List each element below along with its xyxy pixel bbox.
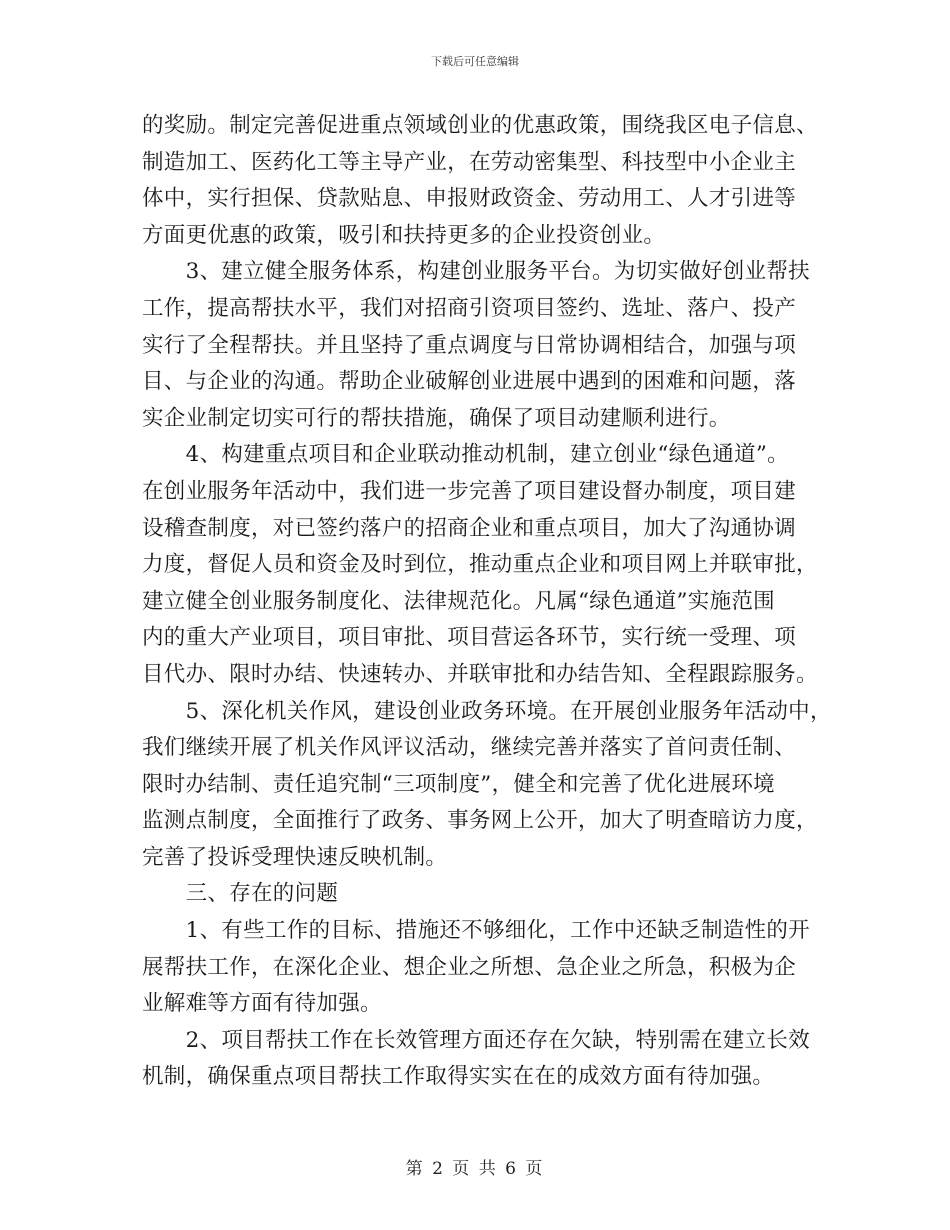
text-line: 目代办、限时办结、快速转办、并联审批和办结告知、全程跟踪服务。 xyxy=(142,661,818,687)
section-heading: 三、存在的问题 xyxy=(142,881,339,907)
text-line: 机制，确保重点项目帮扶工作取得实实在在的成效方面有待加强。 xyxy=(142,1064,775,1090)
text-line: 的奖励。制定完善促进重点领域创业的优惠政策，围绕我区电子信息、 xyxy=(142,113,818,138)
text-line: 力度，督促人员和资金及时到位，推动重点企业和项目网上并联审批， xyxy=(142,552,818,578)
text-line: 监测点制度，全面推行了政务、事务网上公开，加大了明查暗访力度， xyxy=(142,808,818,834)
text-line: 设稽查制度，对已签约落户的招商企业和重点项目，加大了沟通协调 xyxy=(142,515,797,541)
text-line: 展帮扶工作，在深化企业、想企业之所想、急企业之所急，积极为企 xyxy=(142,954,797,980)
text-line: 业解难等方面有待加强。 xyxy=(142,991,382,1017)
text-line: 实企业制定切实可行的帮扶措施，确保了项目动建顺利进行。 xyxy=(142,405,731,431)
text-line: 限时办结制、责任追究制“三项制度”，健全和完善了优化进展环境 xyxy=(142,771,775,797)
document-body xyxy=(142,108,832,1096)
text-line: 目、与企业的沟通。帮助企业破解创业进展中遇到的困难和问题，落 xyxy=(142,369,797,395)
text-line: 1、有些工作的目标、措施还不够细化，工作中还缺乏制造性的开 xyxy=(142,918,810,944)
text-line: 3、建立健全服务体系，构建创业服务平台。为切实做好创业帮扶 xyxy=(142,259,810,285)
text-line: 5、深化机关作风，建设创业政务环境。在开展创业服务年活动中， xyxy=(142,698,832,724)
text-line: 建立健全创业服务制度化、法律规范化。凡属“绿色通道”实施范围 xyxy=(142,588,775,614)
page-number-footer: 第 2 页 共 6 页 xyxy=(405,1159,545,1179)
text-line: 4、构建重点项目和企业联动推动机制，建立创业“绿色通道”。 xyxy=(142,442,789,468)
text-line: 制造加工、医药化工等主导产业，在劳动密集型、科技型中小企业主 xyxy=(142,149,797,175)
text-line: 方面更优惠的政策，吸引和扶持更多的企业投资创业。 xyxy=(142,222,666,248)
text-line: 体中，实行担保、贷款贴息、申报财政资金、劳动用工、人才引进等 xyxy=(142,186,797,212)
text-line: 实行了全程帮扶。并且坚持了重点调度与日常协调相结合，加强与项 xyxy=(142,332,797,358)
text-line: 在创业服务年活动中，我们进一步完善了项目建设督办制度，项目建 xyxy=(142,478,797,504)
text-line: 内的重大产业项目，项目审批、项目营运各环节，实行统一受理、项 xyxy=(142,625,797,651)
text-line: 完善了投诉受理快速反映机制。 xyxy=(142,844,448,870)
text-line: 我们继续开展了机关作风评议活动，继续完善并落实了首问责任制、 xyxy=(142,735,797,761)
text-line: 2、项目帮扶工作在长效管理方面还存在欠缺，特别需在建立长效 xyxy=(142,1027,810,1053)
text-line: 工作，提高帮扶水平，我们对招商引资项目签约、选址、落户、投产 xyxy=(142,295,797,321)
page-header: 下载后可任意编辑 xyxy=(431,55,519,68)
